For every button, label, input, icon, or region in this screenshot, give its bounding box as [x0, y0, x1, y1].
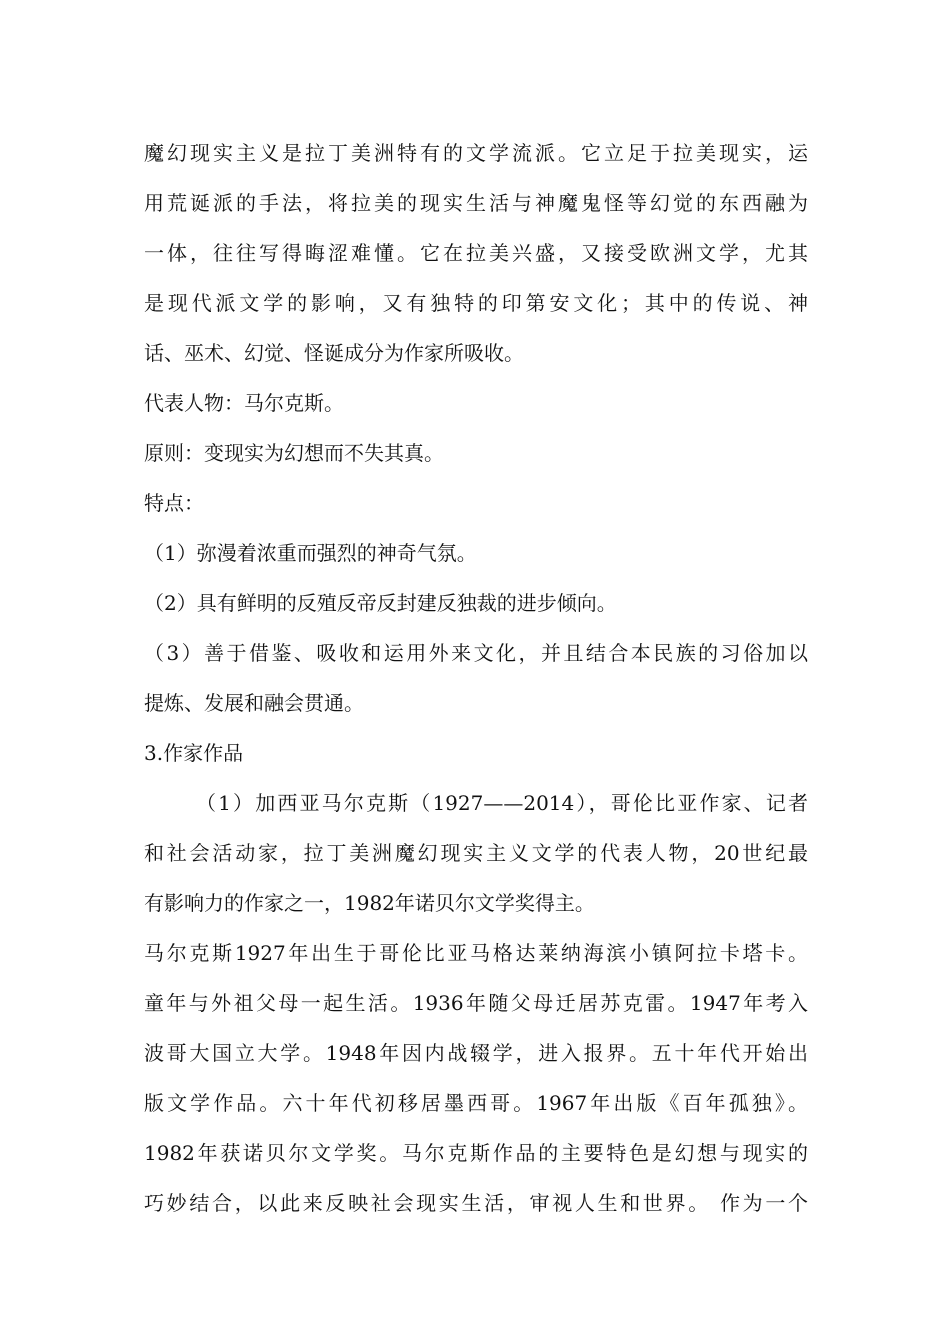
feature-item-1: （1）弥漫着浓重而强烈的神奇气氛。 — [144, 541, 477, 565]
biography-line: 童年与外祖父母一起生活。1936年随父母迁居苏克雷。1947年考入 — [144, 991, 808, 1015]
paragraph-line: 魔幻现实主义是拉丁美洲特有的文学流派。它立足于拉美现实，运 — [144, 141, 808, 165]
feature-item-2: （2）具有鲜明的反殖反帝反封建反独裁的进步倾向。 — [144, 591, 617, 615]
author-paragraph-line: 和社会活动家，拉丁美洲魔幻现实主义文学的代表人物，20世纪最 — [144, 841, 808, 865]
biography-line: 1982年获诺贝尔文学奖。马尔克斯作品的主要特色是幻想与现实的 — [144, 1141, 808, 1165]
biography-line: 波哥大国立大学。1948年因内战辍学，进入报界。五十年代开始出 — [144, 1041, 808, 1065]
paragraph-line: 用荒诞派的手法，将拉美的现实生活与神魔鬼怪等幻觉的东西融为 — [144, 191, 808, 215]
biography-line: 版文学作品。六十年代初移居墨西哥。1967年出版《百年孤独》。 — [144, 1091, 808, 1115]
representative-line: 代表人物：马尔克斯。 — [144, 391, 344, 415]
author-paragraph-line: （1）加西亚马尔克斯（1927——2014），哥伦比亚作家、记者 — [196, 791, 808, 815]
paragraph-line: 话、巫术、幻觉、怪诞成分为作家所吸收。 — [144, 341, 524, 365]
biography-line: 马尔克斯1927年出生于哥伦比亚马格达莱纳海滨小镇阿拉卡塔卡。 — [144, 941, 808, 965]
feature-item-3-continued: 提炼、发展和融会贯通。 — [144, 691, 364, 715]
paragraph-line: 一体，往往写得晦涩难懂。它在拉美兴盛，又接受欧洲文学，尤其 — [144, 241, 808, 265]
principle-line: 原则：变现实为幻想而不失其真。 — [144, 441, 444, 465]
paragraph-line: 是现代派文学的影响，又有独特的印第安文化；其中的传说、神 — [144, 291, 808, 315]
feature-item-3: （3）善于借鉴、吸收和运用外来文化，并且结合本民族的习俗加以 — [144, 641, 808, 665]
author-paragraph-line: 有影响力的作家之一，1982年诺贝尔文学奖得主。 — [144, 891, 595, 915]
section-heading: 3.作家作品 — [144, 741, 244, 765]
features-heading: 特点： — [144, 491, 204, 515]
biography-line: 巧妙结合，以此来反映社会现实生活，审视人生和世界。 作为一个 — [144, 1191, 808, 1215]
